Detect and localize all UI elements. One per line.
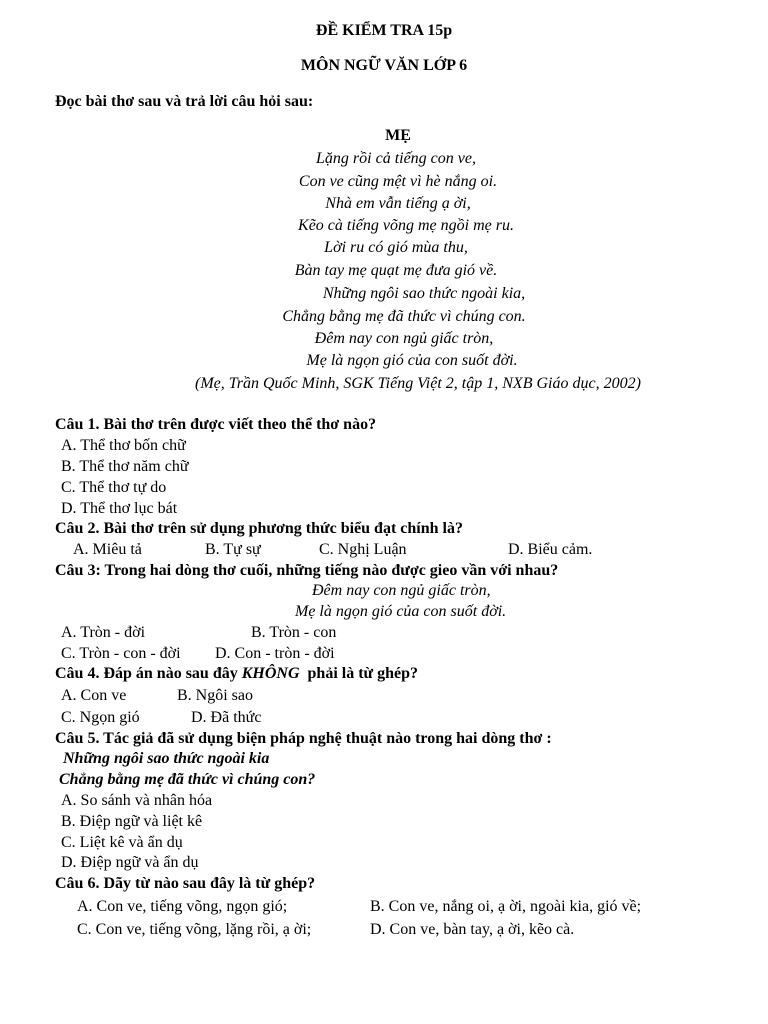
q4-option-a: A. Con ve [61,687,127,704]
q6-option-b: B. Con ve, nắng oi, ạ ời, ngoài kia, gió về; [370,898,642,915]
q5-option-d: D. Điệp ngữ và ẩn dụ [61,854,199,871]
poem-line: Kẽo cà tiếng võng mẹ ngồi mẹ ru. [298,217,514,234]
q6-option-c: C. Con ve, tiếng võng, lặng rồi, ạ ời; [77,921,312,938]
question-5: Câu 5. Tác giả đã sử dụng biện pháp nghệ thuật nào trong hai dòng thơ : [55,730,552,747]
q3-option-d: D. Con - tròn - đời [215,645,335,662]
question-6: Câu 6. Dãy từ nào sau đây là từ ghép? [55,875,316,892]
q2-option-a: A. Miêu tả [73,541,142,558]
q5-option-c: C. Liệt kê và ẩn dụ [61,834,183,851]
q6-option-d: D. Con ve, bàn tay, ạ ời, kẽo cà. [370,921,575,938]
poem-line: Chẳng bằng mẹ đã thức vì chúng con. [282,308,526,325]
q4-option-c: C. Ngọn gió [61,709,140,726]
poem-source: (Mẹ, Trần Quốc Minh, SGK Tiếng Việt 2, tập 1, NXB Giáo dục, 2002) [195,375,641,392]
document-title: ĐỀ KIỂM TRA 15p [315,22,453,39]
q1-option-b: B. Thể thơ năm chữ [61,458,189,475]
q4-emphasis: KHÔNG [241,665,300,682]
poem-line: Bàn tay mẹ quạt mẹ đưa gió về. [294,262,498,279]
instruction: Đọc bài thơ sau và trả lời câu hỏi sau: [55,93,314,110]
q1-option-d: D. Thể thơ lục bát [61,500,178,517]
q4-text-after: phải là từ ghép? [299,665,419,682]
poem-line: Đêm nay con ngủ giấc tròn, [314,330,494,347]
q2-option-b: B. Tự sự [205,541,261,558]
poem-line: Con ve cũng mệt vì hè nắng oi. [298,173,498,190]
q2-option-c: C. Nghị Luận [319,541,407,558]
q1-option-a: A. Thể thơ bốn chữ [61,437,186,454]
question-1: Câu 1. Bài thơ trên được viết theo thể thơ nào? [55,416,377,433]
q5-option-a: A. So sánh và nhân hóa [61,792,213,809]
question-3: Câu 3: Trong hai dòng thơ cuối, những tiếng nào được gieo vần với nhau? [55,562,559,579]
poem-line: Những ngôi sao thức ngoài kia, [322,285,526,302]
q2-option-d: D. Biểu cảm. [508,541,593,558]
q3-option-c: C. Tròn - con - đời [61,645,181,662]
q1-option-c: C. Thể thơ tự do [61,479,167,496]
question-4 [55,663,418,684]
q3-option-b: B. Tròn - con [251,624,337,641]
document-subtitle: MÔN NGỮ VĂN LỚP 6 [300,57,468,74]
q5-quote-line: Chẳng bằng mẹ đã thức vì chúng con? [59,771,316,788]
q4-text-before: Câu 4. Đáp án nào sau đây [55,665,242,682]
poem-line: Lặng rồi cả tiếng con ve, [316,150,476,167]
q3-quote-line: Đêm nay con ngủ giấc tròn, [312,582,491,599]
q3-option-a: A. Tròn - đời [61,624,146,641]
q6-option-a: A. Con ve, tiếng võng, ngọn gió; [77,898,288,915]
poem-line: Lời ru có gió mùa thu, [324,239,468,256]
q3-quote-line: Mẹ là ngọn gió của con suốt đời. [295,603,507,620]
poem-line: Nhà em vẫn tiếng ạ ời, [325,195,471,212]
poem-title: MẸ [385,127,411,144]
q4-option-d: D. Đã thức [191,709,262,726]
q5-quote-line: Những ngôi sao thức ngoài kia [63,750,270,767]
poem-line: Mẹ là ngọn gió của con suốt đời. [306,352,518,369]
q4-option-b: B. Ngôi sao [177,687,253,704]
q5-option-b: B. Điệp ngữ và liệt kê [61,813,203,830]
question-2: Câu 2. Bài thơ trên sử dụng phương thức biểu đạt chính là? [55,520,463,537]
